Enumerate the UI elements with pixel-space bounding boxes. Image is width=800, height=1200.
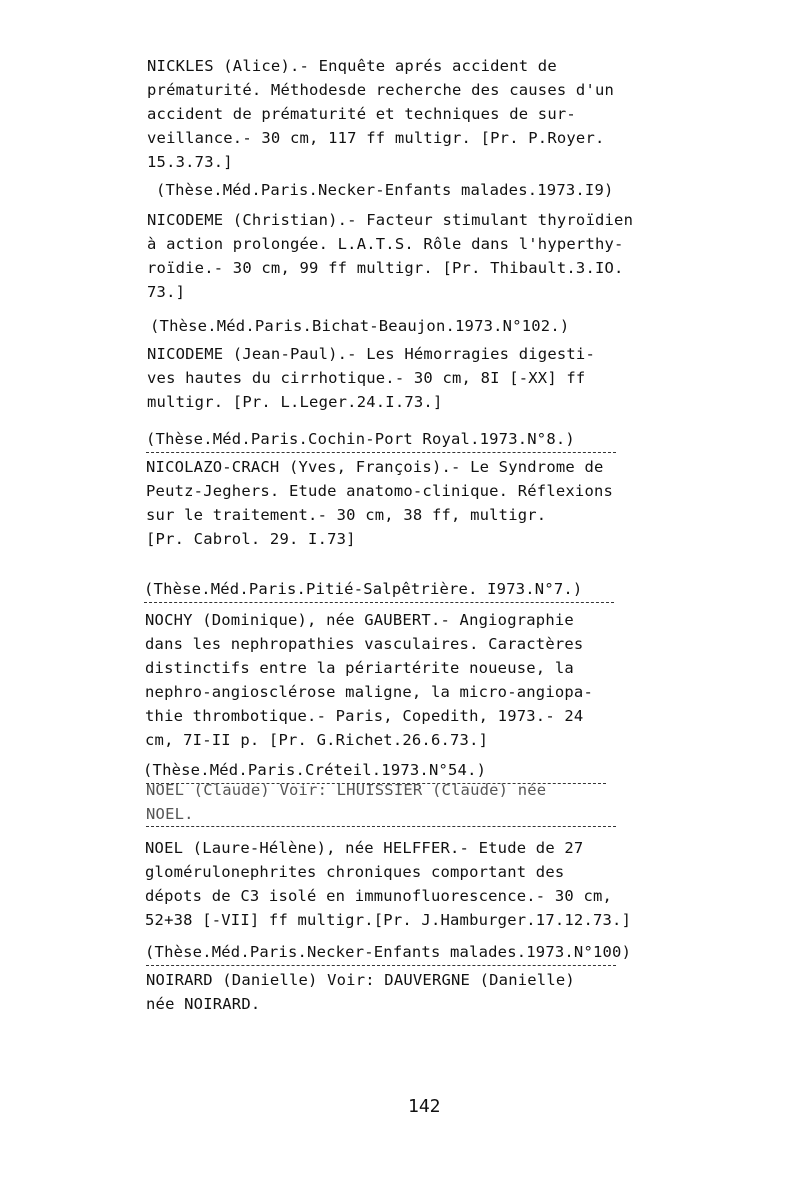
entry-noirard-danielle: NOIRARD (Danielle) Voir: DAUVERGNE (Danielle) née NOIRARD. (146, 971, 575, 1013)
entry-nicolazo-crach-yves: NICOLAZO-CRACH (Yves, François).- Le Syndrome de Peutz-Jeghers. Etude anatomo-clinique. Réflexions sur le traitement.- 30 cm, 38 ff, multigr. [Pr. Cabrol. 29. I.73] (146, 458, 614, 548)
source-nickles-alice: (Thèse.Méd.Paris.Necker-Enfants malades.1973.I9) (156, 181, 614, 199)
separator-rule (146, 452, 616, 453)
source-noel-laure-helene: (Thèse.Méd.Paris.Necker-Enfants malades.1973.N°100) (145, 943, 632, 961)
page-number: 142 (408, 1096, 441, 1117)
separator-rule (146, 826, 616, 827)
entry-nickles-alice: NICKLES (Alice).- Enquête aprés accident de prématurité. Méthodesde recherche des causes d'un accident de prématurité et techniques de sur- veillance.- 30 cm, 117 ff multigr. [Pr. P.Royer. 15.3.73.] (147, 57, 615, 171)
source-nicodeme-christian: (Thèse.Méd.Paris.Bichat-Beaujon.1973.N°102.) (150, 317, 570, 335)
separator-rule (146, 965, 616, 966)
entry-nicodeme-jean-paul: NICODEME (Jean-Paul).- Les Hémorragies digesti- ves hautes du cirrhotique.- 30 cm, 8I [-XX] ff multigr. [Pr. L.Leger.24.I.73.] (147, 345, 595, 411)
separator-rule (144, 602, 614, 603)
source-nicodeme-jean-paul: (Thèse.Méd.Paris.Cochin-Port Royal.1973.N°8.) (146, 430, 575, 448)
source-nicolazo-crach-yves: (Thèse.Méd.Paris.Pitié-Salpêtrière. I973.N°7.) (144, 580, 583, 598)
entry-noel-claude: NOEL (Claude) Voir: LHUISSIER (Claude) née NOEL. (146, 781, 547, 823)
source-nochy-dominique: (Thèse.Méd.Paris.Créteil.1973.N°54.) (143, 761, 487, 779)
entry-noel-laure-helene: NOEL (Laure-Hélène), née HELFFER.- Etude de 27 glomérulonephrites chroniques comportant des dépots de C3 isolé en immunofluorescence.- 30 cm, 52+38 [-VII] ff multigr.[Pr. J.Hamburger.17.12.73.] (145, 839, 632, 929)
entry-nicodeme-christian: NICODEME (Christian).- Facteur stimulant thyroïdien à action prolongée. L.A.T.S. Rôle dans l'hyperthy- roïdie.- 30 cm, 99 ff multigr. [Pr. Thibault.3.IO. 73.] (147, 211, 634, 301)
entry-nochy-dominique: NOCHY (Dominique), née GAUBERT.- Angiographie dans les nephropathies vasculaires. Caractères distinctifs entre la périartérite noueuse, la nephro-angiosclérose maligne, la micro-angiopa- thie thrombotique.- Paris, Copedith, 1973.- 24 cm, 7I-II p. [Pr. G.Richet.26.6.73.] (145, 611, 593, 749)
